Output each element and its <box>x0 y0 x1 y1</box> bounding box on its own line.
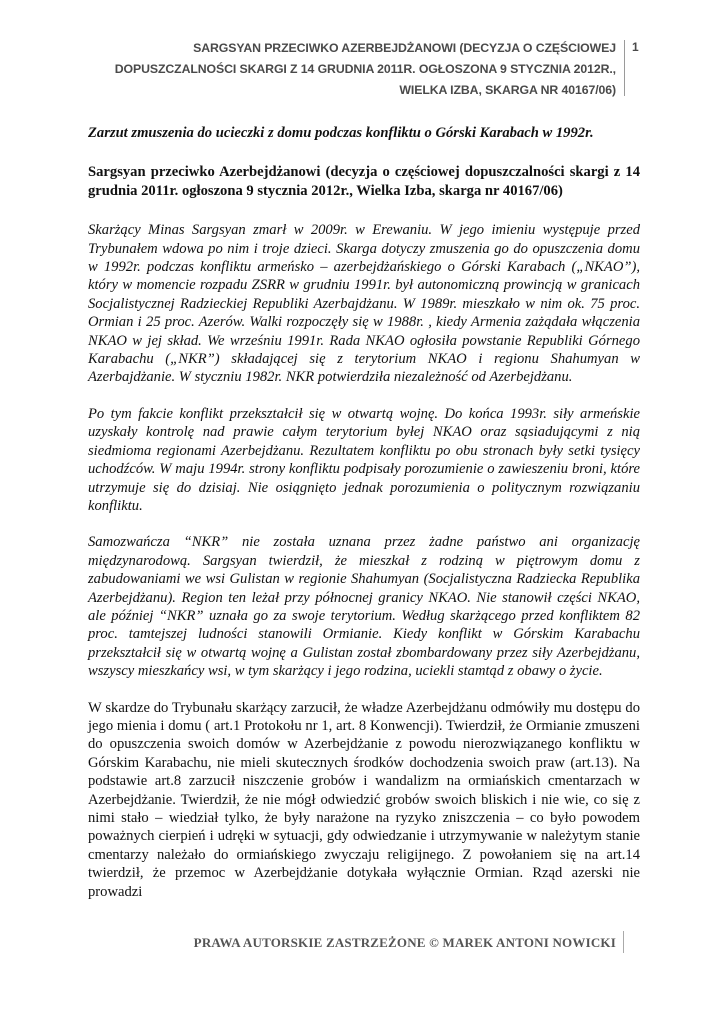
paragraph-2: Po tym fakcie konflikt przekształcił się w otwartą wojnę. Do końca 1993r. siły armeńskie uzyskały kontrolę nad prawie całym terytorium byłej NKAO oraz sąsiadującymi z nią siedmioma regionami Azerbejdżanu. Rezultatem konfliktu po obu stronach były setki tysięcy uchodźców. W maju 1994r. strony konfliktu podpisały porozumienie o zawieszeniu broni, które utrzymuje się do dzisiaj. Nie osiągnięto jednak porozumienia o politycznym rozwiązaniu konfliktu. <box>88 405 640 514</box>
header-line-1: SARGSYAN PRZECIWKO AZERBEJDŻANOWI (DECYZJA O CZĘŚCIOWEJ <box>193 41 616 55</box>
paragraph-3: Samozwańcza “NKR” nie została uznana przez żadne państwo ani organizację międzynarodową. Sargsyan twierdził, że mieszkał z rodziną w piętrowym domu z zabudowaniami we wsi Gulistan w regionie Shahumyan (Socjalistyczna Radziecka Republika Azerbejdżanu). Region ten leżał przy północnej granicy NKAO. Nie stanowił części NKAO, ale później “NKR” uznała go za swoje terytorium. Według skarżącego przed konfliktem 82 proc. tamtejszej ludności stanowili Ormianie. Kiedy konflikt w Górskim Karabachu przekształcił się w otwartą wojnę a Gulistan został zbombardowany przez siły Azerbejdżanu, wszyscy mieszkańcy wsi, w tym skarżący i jego rodzina, uciekli stamtąd z obawy o życie. <box>88 534 640 680</box>
claim-heading: Zarzut zmuszenia do ucieczki z domu podczas konfliktu o Górski Karabach w 1992r. <box>88 125 594 141</box>
paragraph-4: W skardze do Trybunału skarżący zarzucił, że władze Azerbejdżanu odmówiły mu dostępu do jego mienia i domu ( art.1 Protokołu nr 1, art. 8 Konwencji). Twierdził, że Ormianie zmuszeni do opuszczenia swoich domów w Azerbejdżanie z powodu nierozwiązanego konfliktu w Górskim Karabachu, nie mieli skutecznych środków dochodzenia swoich praw (art.13). Na podstawie art.8 zarzucił niszczenie grobów i wandalizm na ormiańskich cmentarzach w Azerbejdżanie. Twierdził, że nie mógł odwiedzić grobów swoich bliskich i nie wie, co się z nimi stało – wiedział tylko, że były narażone na ryzyko zniszczenia – co było powodem poważnych cierpień i udręki w sytuacji, gdy odwiedzanie i utrzymywanie w należytym stanie cmentarzy należało do ormiańskiego zwyczaju religijnego. Z powołaniem się na art.14 twierdził, że przemoc w Azerbejdżanie dotykała wyłącznie Ormian. Rząd azerski nie prowadzi <box>88 699 640 900</box>
case-title: Sargsyan przeciwko Azerbejdżanowi (decyzja o częściowej dopuszczalności skargi z 14 grudnia 2011r. ogłoszona 9 stycznia 2012r., Wielka Izba, skarga nr 40167/06) <box>88 164 640 199</box>
footer-divider <box>623 931 624 953</box>
header-line-2: DOPUSZCZALNOŚCI SKARGI Z 14 GRUDNIA 2011R. OGŁOSZONA 9 STYCZNIA 2012R., <box>114 62 616 76</box>
header-line-3: WIELKA IZBA, SKARGA NR 40167/06) <box>399 83 616 97</box>
running-header <box>60 38 616 101</box>
page-number: 1 <box>632 40 639 54</box>
copyright-footer: PRAWA AUTORSKIE ZASTRZEŻONE © MAREK ANTONI NOWICKI <box>193 935 616 950</box>
paragraph-1: Skarżący Minas Sargsyan zmarł w 2009r. w Erewaniu. W jego imieniu występuje przed Trybunałem wdowa po nim i troje dzieci. Skarga dotyczy zmuszenia go do opuszczenia domu w 1992r. podczas konfliktu armeńsko – azerbejdżańskiego o Górski Karabach („NKAO”), który w momencie rozpadu ZSRR w grudniu 1991r. był autonomiczną prowincją w granicach Socjalistycznej Radzieckiej Republiki Azerbajdżanu. W 1989r. mieszkało w nim ok. 75 proc. Ormian i 25 proc. Azerów. Walki rozpoczęły się w 1988r. , kiedy Armenia zażądała włączenia NKAO w jej skład. We wrześniu 1991r. Rada NKAO ogłosiła powstanie Republiki Górnego Karabachu („NKR”) składającej się z terytorium NKAO i regionu Shahumyan w Azerbajdżanie. W styczniu 1982r. NKR potwierdziła niezależność od Azerbejdżanu. <box>88 222 640 386</box>
header-divider <box>624 40 625 96</box>
document-body <box>88 124 640 901</box>
